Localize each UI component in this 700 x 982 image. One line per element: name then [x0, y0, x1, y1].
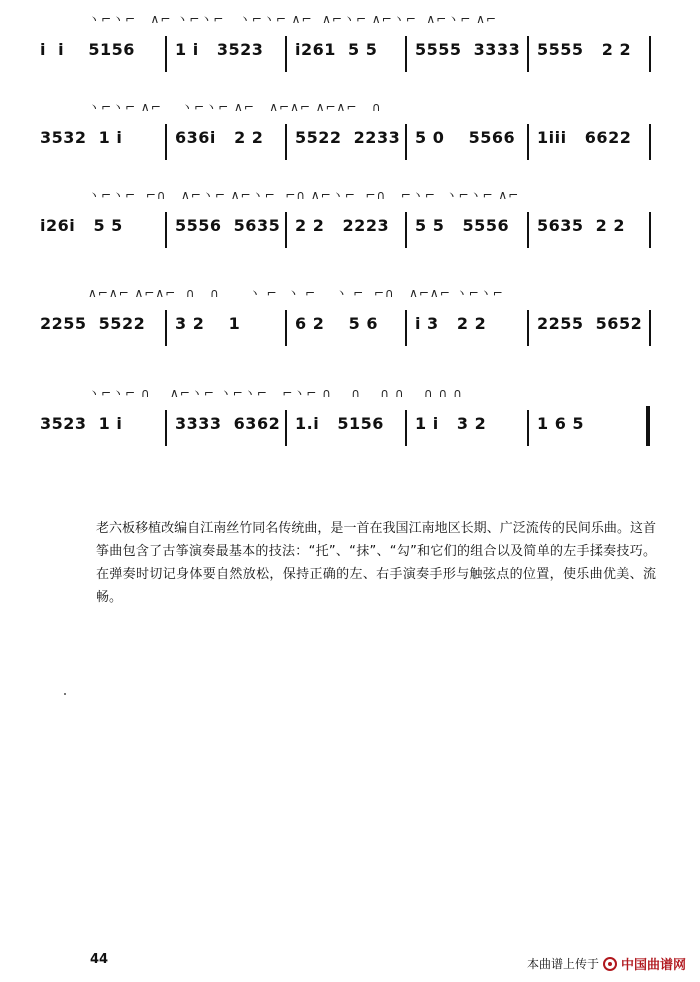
barline	[405, 310, 407, 346]
barline	[405, 212, 407, 248]
bar: 636i 2 2	[175, 128, 264, 147]
bar: 1 6 5	[537, 414, 585, 433]
bar: 6 2 5 6	[295, 314, 378, 333]
bar: 5 5 5556	[415, 216, 510, 235]
fingering-marks: ∧⌐∧⌐ ∧⌐∧⌐ ∩ ∩ ヽ ⌐ ヽ ⌐ ヽ ⌐ ⌐∩ ∧⌐∧⌐ ヽ⌐ヽ⌐	[88, 286, 504, 300]
bar: 5522 2233	[295, 128, 401, 147]
bar: 2255 5522	[40, 314, 146, 333]
notes-row	[40, 216, 670, 246]
barline	[527, 410, 529, 446]
barline	[285, 212, 287, 248]
notes-row	[40, 314, 670, 344]
bar: 1 i 3523	[175, 40, 264, 59]
bar: 1.i 5156	[295, 414, 384, 433]
notes-row	[40, 128, 670, 158]
barline	[527, 124, 529, 160]
speck	[64, 693, 66, 695]
bar: 5556 5635	[175, 216, 281, 235]
bar: 3523 1 i	[40, 414, 123, 433]
fingering-marks: ヽ⌐ヽ⌐ ∧⌐ ヽ⌐ヽ⌐ ∧⌐ ∧⌐∧⌐ ∧⌐∧⌐ ∩	[88, 100, 382, 114]
notes-row	[40, 40, 670, 70]
barline	[285, 36, 287, 72]
stave-4	[40, 284, 670, 344]
barline	[165, 124, 167, 160]
bar: 3333 6362	[175, 414, 281, 433]
logo-icon	[603, 957, 617, 971]
page-number: 44	[90, 952, 109, 967]
barline	[649, 212, 651, 248]
bar: 2255 5652	[537, 314, 643, 333]
fingering-marks: ヽ⌐ヽ⌐ ⌐∩ ∧⌐ヽ⌐ ∧⌐ヽ⌐ ⌐∩ ∧⌐ヽ⌐ ⌐∩ ⌐ヽ⌐ ヽ⌐ヽ⌐ ∧⌐	[88, 188, 520, 202]
barline	[649, 124, 651, 160]
barline	[527, 36, 529, 72]
barline	[527, 310, 529, 346]
barline	[165, 410, 167, 446]
barline	[285, 410, 287, 446]
bar: i26i 5 5	[40, 216, 123, 235]
bar: 5555 3333	[415, 40, 521, 59]
bar: i 3 2 2	[415, 314, 487, 333]
stave-3	[40, 186, 670, 246]
bar: 2 2 2223	[295, 216, 390, 235]
bar: 5 0 5566	[415, 128, 516, 147]
bar: 3 2 1	[175, 314, 241, 333]
barline	[165, 310, 167, 346]
fingering-marks: ヽ⌐ヽ⌐ ∩ ∧⌐ヽ⌐ ヽ⌐ヽ⌐ ⌐ヽ⌐ ∩ ∩ ∩ ∩ ∩ ∩ ∩	[88, 386, 463, 400]
barline	[405, 410, 407, 446]
credit-text: 本曲谱上传于	[526, 957, 599, 971]
music-score	[0, 0, 700, 470]
barline	[165, 212, 167, 248]
bar: 5635 2 2	[537, 216, 626, 235]
site-logo[interactable]: 中国曲谱网	[620, 958, 686, 973]
bar: 1 i 3 2	[415, 414, 487, 433]
barline	[649, 310, 651, 346]
fingering-marks: ヽ⌐ヽ⌐ ∧⌐ ヽ⌐ヽ⌐ ヽ⌐ヽ⌐ ∧⌐ ∧⌐ヽ⌐ ∧⌐ヽ⌐ ∧⌐ヽ⌐ ∧⌐	[88, 12, 497, 26]
stave-5	[40, 384, 670, 444]
barline	[405, 124, 407, 160]
bar: i i 5156	[40, 40, 135, 59]
stave-2	[40, 98, 670, 158]
barline	[649, 36, 651, 72]
bar: i261 5 5	[295, 40, 378, 59]
notes-row	[40, 414, 670, 444]
barline	[285, 310, 287, 346]
bar: 1iii 6622	[537, 128, 632, 147]
stave-1	[40, 10, 670, 70]
description-paragraph: 老六板移植改编自江南丝竹同名传统曲，是一首在我国江南地区长期、广泛流传的民间乐曲。这首筝曲包含了古筝演奏最基本的技法：“托”、“抹”、“勾”和它们的组合以及简单的左手揉奏技巧。在弹奏时切记身体要自然放松，保持正确的左、右手演奏手形与触弦点的位置，使乐曲优美、流畅。	[96, 521, 656, 605]
footer-credit	[527, 954, 686, 973]
final-barline	[646, 406, 650, 446]
barline	[285, 124, 287, 160]
barline	[165, 36, 167, 72]
barline	[527, 212, 529, 248]
bar: 5555 2 2	[537, 40, 632, 59]
barline	[405, 36, 407, 72]
bar: 3532 1 i	[40, 128, 123, 147]
